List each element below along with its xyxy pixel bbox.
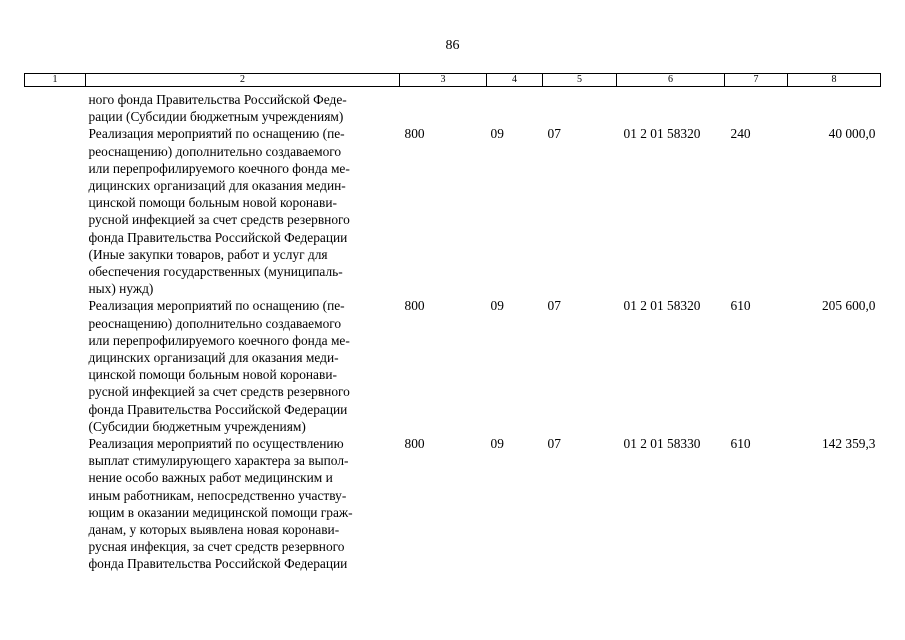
description-line: выплат стимулирующего характера за выпол- bbox=[88, 453, 349, 469]
cell-ved: 800 bbox=[404, 436, 425, 452]
description-line: цинской помощи больным новой коронави- bbox=[88, 195, 337, 211]
description-line: реоснащению) дополнительно создаваемого bbox=[88, 143, 342, 159]
header-row bbox=[25, 74, 881, 87]
description-line: или перепрофилируемого коечного фонда ме- bbox=[88, 332, 350, 348]
description-line: или перепрофилируемого коечного фонда ме- bbox=[88, 160, 350, 176]
cell-ved: 800 bbox=[404, 126, 425, 142]
cell-target-article: 01 2 01 58330 bbox=[623, 436, 701, 452]
cell-number bbox=[25, 435, 86, 573]
cell-amount: 205 600,0 bbox=[821, 298, 876, 314]
description-line: данам, у которых выявлена новая коронави- bbox=[88, 522, 340, 538]
cell-section: 09 bbox=[490, 436, 504, 452]
description-line: Реализация мероприятий по осуществлению bbox=[88, 436, 344, 452]
description-line: дицинских организаций для оказания меди- bbox=[88, 350, 339, 366]
header-col-1: 1 bbox=[25, 74, 86, 87]
header-col-2: 2 bbox=[86, 74, 400, 87]
cell-description bbox=[86, 435, 400, 573]
table-body bbox=[25, 87, 881, 573]
description-line: русной инфекцией за счет средств резервного bbox=[88, 384, 350, 400]
cell-subsection bbox=[543, 91, 617, 125]
cell-description bbox=[86, 91, 400, 125]
cell-subsection: 07 bbox=[547, 298, 561, 314]
header-col-6: 6 bbox=[617, 74, 725, 87]
header-col-3: 3 bbox=[400, 74, 487, 87]
budget-table bbox=[24, 73, 881, 573]
description-line: Реализация мероприятий по оснащению (пе- bbox=[88, 126, 345, 142]
description-line: ющим в оказании медицинской помощи граж- bbox=[88, 504, 353, 520]
cell-section: 09 bbox=[490, 126, 504, 142]
description-line: (Иные закупки товаров, работ и услуг для bbox=[88, 246, 328, 262]
description-line: иным работникам, непосредственно участву- bbox=[88, 487, 347, 503]
cell-amount bbox=[788, 91, 881, 125]
table-row bbox=[25, 125, 881, 297]
cell-number bbox=[25, 125, 86, 297]
header-col-7: 7 bbox=[725, 74, 788, 87]
description-line: фонда Правительства Российской Федерации bbox=[88, 556, 348, 572]
cell-subsection: 07 bbox=[547, 126, 561, 142]
cell-ved bbox=[400, 91, 487, 125]
table-row bbox=[25, 297, 881, 435]
description-line: ных) нужд) bbox=[88, 281, 154, 297]
page-number: 86 bbox=[445, 38, 460, 53]
description-line: обеспечения государственных (муниципаль- bbox=[88, 264, 343, 280]
description-line: дицинских организаций для оказания медин- bbox=[88, 178, 346, 194]
header-col-5: 5 bbox=[543, 74, 617, 87]
description-line: рации (Субсидии бюджетным учреждениям) bbox=[88, 109, 344, 125]
cell-target-article: 01 2 01 58320 bbox=[623, 126, 701, 142]
cell-description bbox=[86, 125, 400, 297]
cell-subsection: 07 bbox=[547, 436, 561, 452]
cell-section bbox=[487, 91, 543, 125]
description-line: реоснащению) дополнительно создаваемого bbox=[88, 315, 342, 331]
cell-expense-type: 240 bbox=[730, 126, 751, 142]
cell-section: 09 bbox=[490, 298, 504, 314]
cell-number bbox=[25, 297, 86, 435]
cell-expense-type bbox=[725, 91, 788, 125]
header-col-8: 8 bbox=[788, 74, 881, 87]
table-header bbox=[25, 74, 881, 87]
header-col-4: 4 bbox=[487, 74, 543, 87]
cell-description bbox=[86, 297, 400, 435]
cell-target-article bbox=[617, 91, 725, 125]
cell-number bbox=[25, 91, 86, 125]
cell-ved: 800 bbox=[404, 298, 425, 314]
cell-amount: 40 000,0 bbox=[828, 126, 876, 142]
description-line: русная инфекция, за счет средств резервного bbox=[88, 539, 345, 555]
cell-amount: 142 359,3 bbox=[821, 436, 876, 452]
table-row bbox=[25, 91, 881, 125]
cell-target-article: 01 2 01 58320 bbox=[623, 298, 701, 314]
description-line: русной инфекцией за счет средств резервного bbox=[88, 212, 350, 228]
table-row bbox=[25, 435, 881, 573]
description-line: (Субсидии бюджетным учреждениям) bbox=[88, 418, 306, 434]
cell-expense-type: 610 bbox=[730, 298, 751, 314]
description-line: фонда Правительства Российской Федерации bbox=[88, 401, 348, 417]
description-line: фонда Правительства Российской Федерации bbox=[88, 229, 348, 245]
description-line: Реализация мероприятий по оснащению (пе- bbox=[88, 298, 345, 314]
description-line: нение особо важных работ медицинским и bbox=[88, 470, 333, 486]
description-line: ного фонда Правительства Российской Феде- bbox=[88, 92, 347, 107]
cell-expense-type: 610 bbox=[730, 436, 751, 452]
description-line: цинской помощи больным новой коронави- bbox=[88, 367, 337, 383]
